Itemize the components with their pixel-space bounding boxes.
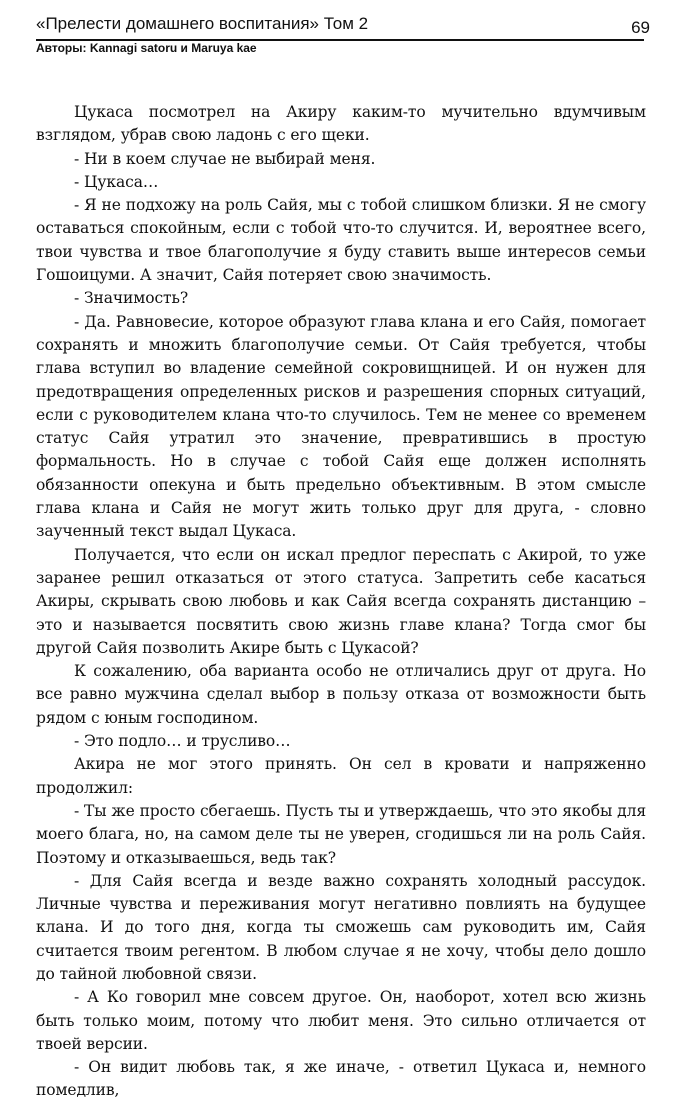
paragraph: - Он видит любовь так, я же иначе, - ответил Цукаса и, немного помедлив, — [36, 1058, 646, 1100]
paragraph: - Ты же просто сбегаешь. Пусть ты и утверждаешь, что это якобы для моего блага, но, на самом деле ты не уверен, сгодишься ли на роль Сайя. Поэтому и отказываешься, ведь так? — [36, 801, 646, 867]
paragraph: Получается, что если он искал предлог переспать с Акирой, то уже заранее решил отказаться от этого статуса. Запретить себе касаться Акиры, скрывать свою любовь и как Сайя всегда сохранять дистанцию – это и называется посвятить свою жизнь главе клана? Тогда смог бы другой Сайя позволить Акире быть с Цукасой? — [36, 545, 646, 657]
paragraph: - А Ко говорил мне совсем другое. Он, наоборот, хотел всю жизнь быть только моим, потому что любит меня. Это сильно отличается от твоей версии. — [36, 988, 646, 1053]
paragraph: - Для Сайя всегда и везде важно сохранять холодный рассудок. Личные чувства и переживания могут негативно повлиять на будущее клана. И до того дня, когда ты сможешь сам руководить им, Сайя считается твоим регентом. В любом случае я не хочу, чтобы дело дошло до тайной любовной связи. — [36, 871, 646, 983]
paragraph: - Цукаса… — [74, 172, 159, 191]
book-title: «Прелести домашнего воспитания» Том 2 — [36, 14, 369, 33]
paragraph: - Да. Равновесие, которое образуют глава клана и его Сайя, помогает сохранять и множить благополучие семьи. От Сайя требуется, чтобы глава вступил во владение семейной сокровищницей. И он нужен для предотвращения определенных рисков и разрешения спорных ситуаций, если с руководителем клана что-то случилось. Тем не менее со временем статус Сайя утратил это значение, превратившись в простую формальность. Но в случае с тобой Сайя еще должен исполнять обязанности опекуна и быть предельно объективным. В этом смысле глава клана и Сайя не могут жить только друг для друга, - словно заученный текст выдал Цукаса. — [36, 312, 646, 541]
paragraph: Цукаса посмотрел на Акиру каким-то мучительно вдумчивым взглядом, убрав свою ладонь с его щеки. — [36, 103, 646, 145]
paragraph: Акира не мог этого принять. Он сел в кровати и напряженно продолжил: — [36, 755, 646, 797]
book-authors: Авторы: Kannagi satoru и Maruya kae — [36, 41, 257, 55]
paragraph: - Я не подхожу на роль Сайя, мы с тобой слишком близки. Я не смогу оставаться спокойным, если с тобой что-то случится. И, вероятнее всего, твои чувства и твое благополучие я буду ставить выше интересов семьи Гошоицуми. А значит, Сайя потеряет свою значимость. — [36, 196, 646, 285]
paragraph: - Ни в коем случае не выбирай меня. — [74, 149, 376, 168]
paragraph: - Это подло… и трусливо… — [74, 732, 291, 751]
page-header — [36, 14, 650, 55]
page-number: 69 — [631, 18, 650, 37]
paragraph: К сожалению, оба варианта особо не отличались друг от друга. Но все равно мужчина сделал выбор в пользу отказа от возможности быть рядом с юным господином. — [36, 662, 646, 727]
paragraph: - Значимость? — [74, 289, 189, 308]
body-text — [36, 101, 646, 1103]
